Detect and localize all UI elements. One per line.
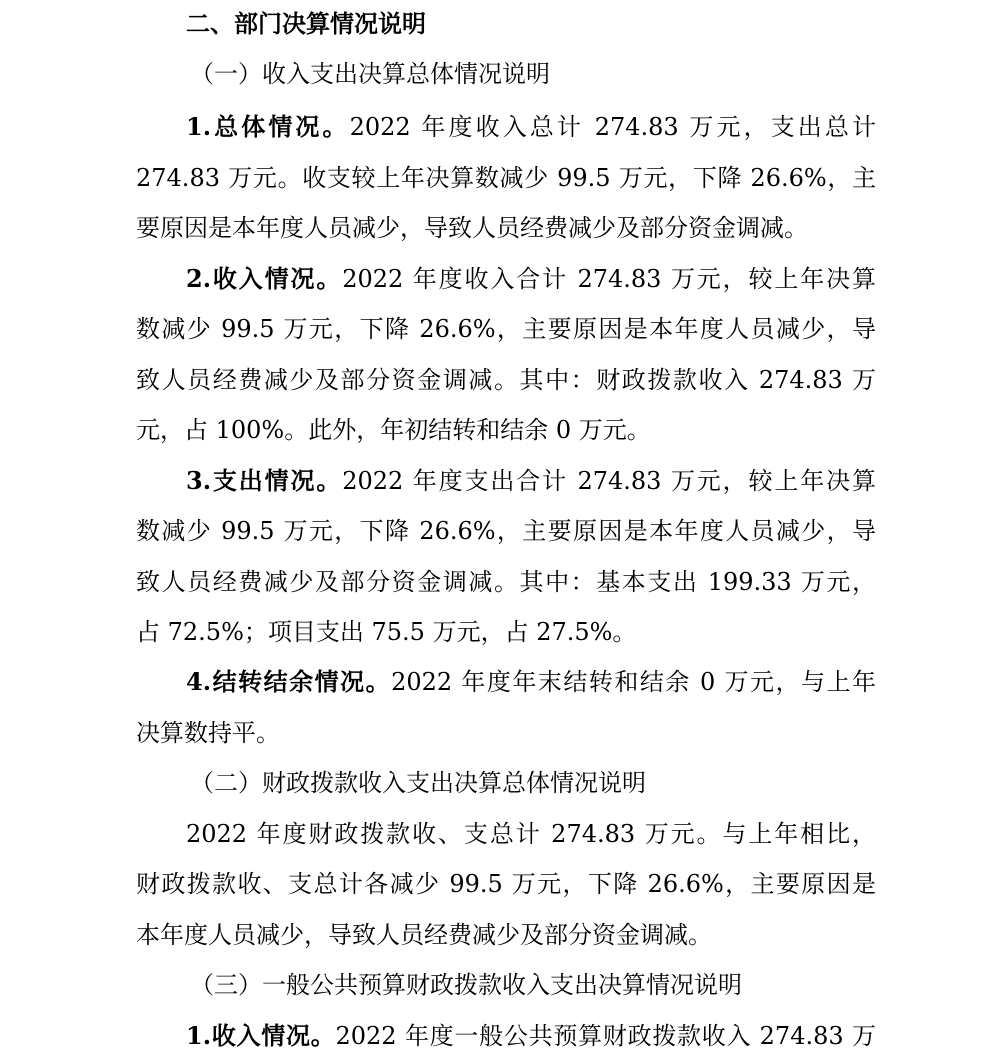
paragraph-overall-line-3: 要原因是本年度人员减少，导致人员经费减少及部分资金调减。 [136,214,808,242]
subsection-title-2: （二）财政拨款收入支出决算总体情况说明 [190,769,646,797]
paragraph-income-line-4: 元，占 100%。此外，年初结转和结余 0 万元。 [136,416,651,444]
subsection-title-1: （一）收入支出决算总体情况说明 [190,60,550,88]
paragraph-expense-line-1 [186,465,876,497]
paragraph-overall-line-2: 274.83 万元。收支较上年决算数减少 99.5 万元，下降 26.6%，主 [136,164,876,192]
paragraph-expense-line-2: 数减少 99.5 万元，下降 26.6%，主要原因是本年度人员减少，导 [136,517,876,545]
paragraph-expense-text: 2022 年度支出合计 274.83 万元，较上年决算 [342,467,876,495]
paragraph-overall-line-1 [186,111,876,143]
paragraph-expense-label: 3.支出情况。 [186,466,343,495]
paragraph-general-income-text: 2022 年度一般公共预算财政拨款收入 274.83 万 [335,1022,876,1050]
paragraph-general-income-label: 1.收入情况。 [186,1021,336,1050]
paragraph-income-line-1 [186,263,876,295]
paragraph-general-income-line-1 [186,1020,876,1052]
paragraph-fiscal-line-3: 本年度人员减少，导致人员经费减少及部分资金调减。 [136,921,712,949]
paragraph-balance-label: 4.结转结余情况。 [186,667,392,696]
paragraph-income-line-2: 数减少 99.5 万元，下降 26.6%，主要原因是本年度人员减少，导 [136,315,876,343]
paragraph-income-label: 2.收入情况。 [186,264,343,293]
paragraph-balance-line-2: 决算数持平。 [136,719,280,747]
section-heading: 二、部门决算情况说明 [186,10,426,38]
paragraph-fiscal-line-1: 2022 年度财政拨款收、支总计 274.83 万元。与上年相比， [186,820,876,848]
paragraph-expense-line-3: 致人员经费减少及部分资金调减。其中：基本支出 199.33 万元， [136,568,876,596]
paragraph-balance-line-1 [186,666,876,698]
paragraph-income-line-3: 致人员经费减少及部分资金调减。其中：财政拨款收入 274.83 万 [136,366,876,394]
paragraph-income-text: 2022 年度收入合计 274.83 万元，较上年决算 [342,265,876,293]
paragraph-balance-text: 2022 年度年末结转和结余 0 万元，与上年 [391,668,876,696]
paragraph-overall-text: 2022 年度收入总计 274.83 万元，支出总计 [349,113,876,141]
paragraph-fiscal-line-2: 财政拨款收、支总计各减少 99.5 万元，下降 26.6%，主要原因是 [136,870,876,898]
paragraph-expense-line-4: 占 72.5%；项目支出 75.5 万元，占 27.5%。 [136,618,637,646]
subsection-title-3: （三）一般公共预算财政拨款收入支出决算情况说明 [190,971,742,999]
paragraph-overall-label: 1.总体情况。 [186,112,350,141]
